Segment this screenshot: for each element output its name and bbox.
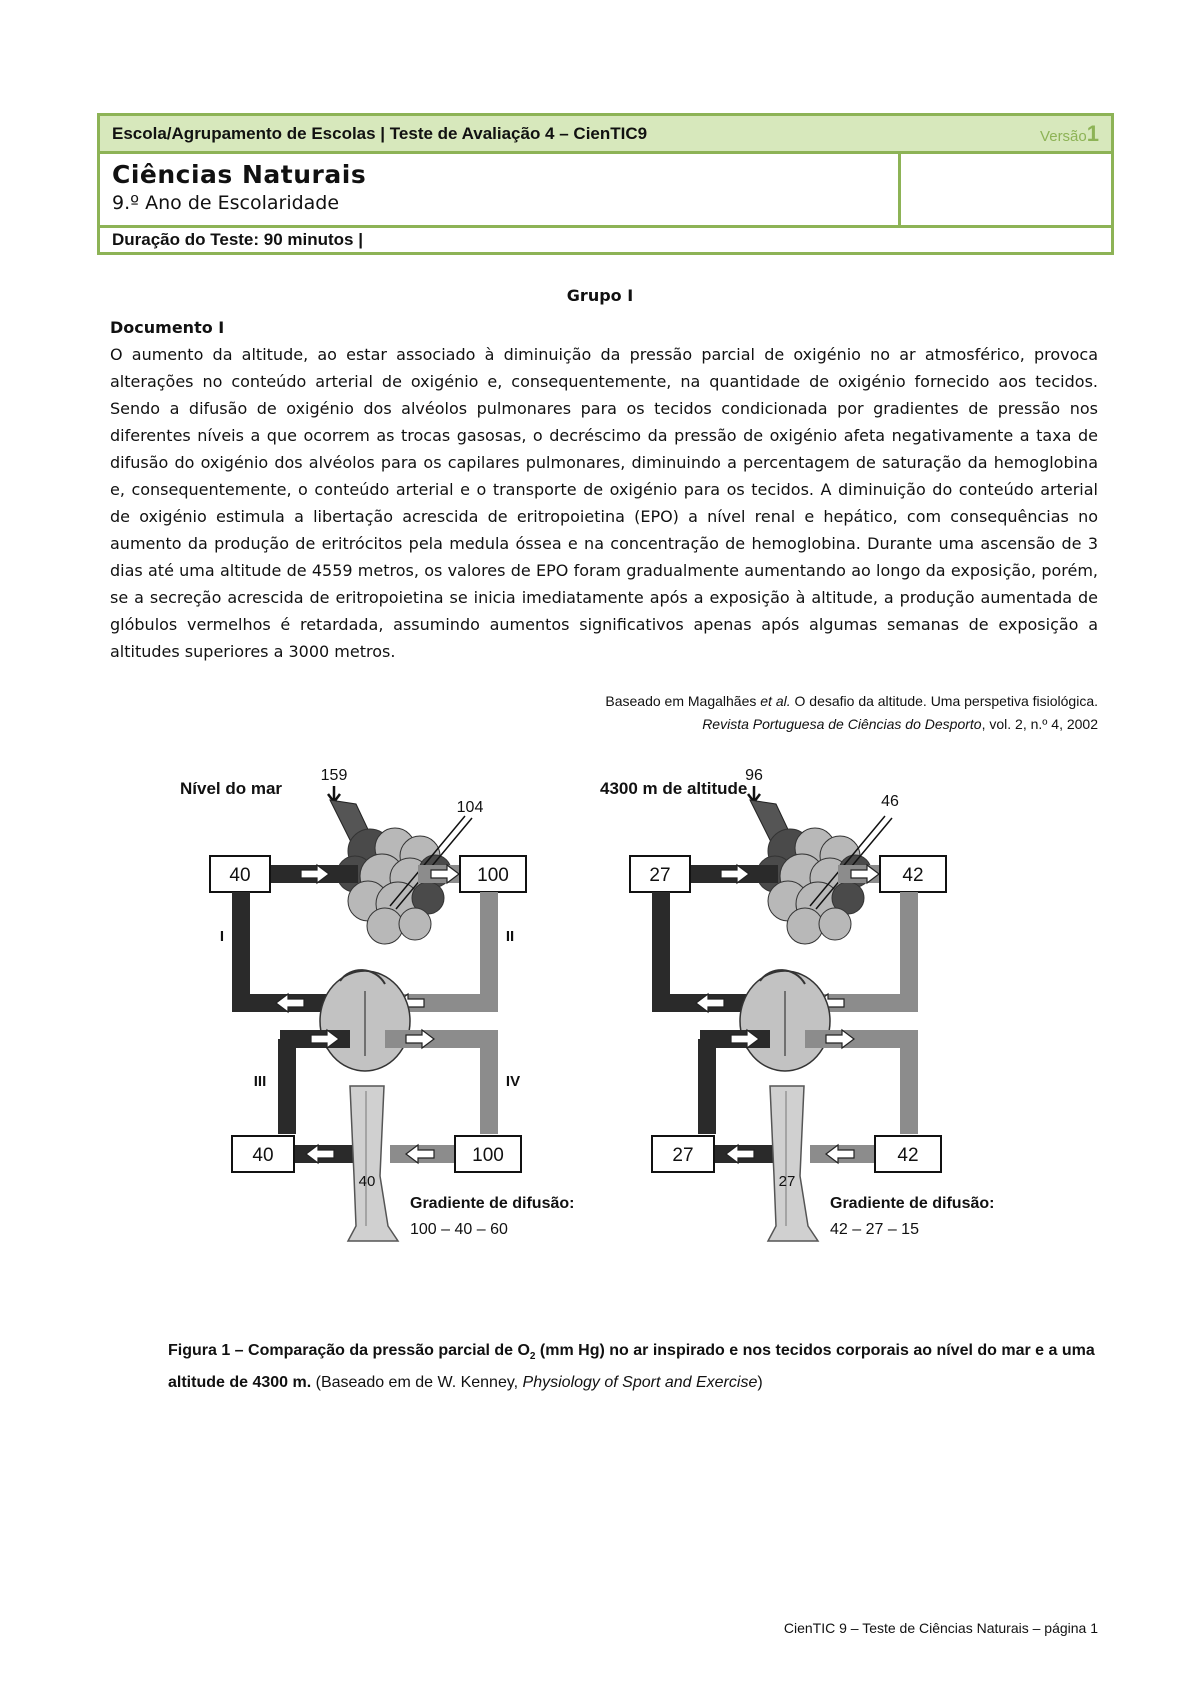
grade-level: 9.º Ano de Escolaridade bbox=[112, 192, 340, 214]
gradient-value: 100 – 40 – 60 bbox=[410, 1221, 508, 1238]
duration-line: Duração do Teste: 90 minutos | bbox=[112, 230, 363, 249]
leg-tissue bbox=[348, 1086, 398, 1241]
header-subject-row bbox=[100, 154, 1111, 228]
alveolar-po2: 104 bbox=[456, 799, 484, 816]
tissue-po2: 40 bbox=[358, 1173, 376, 1190]
label-II: II bbox=[505, 928, 515, 945]
label-III: III bbox=[253, 1073, 267, 1090]
label-IV: IV bbox=[505, 1073, 521, 1090]
lung-venous-value: 27 bbox=[649, 865, 671, 886]
tissue-venous-value: 40 bbox=[252, 1145, 274, 1166]
tissue-venous-value: 27 bbox=[672, 1145, 694, 1166]
version-label: Versão1 bbox=[1040, 120, 1099, 146]
page-footer: CienTIC 9 – Teste de Ciências Naturais – página 1 bbox=[783, 1620, 1098, 1636]
tissue-arterial-value: 100 bbox=[472, 1145, 504, 1166]
inspired-po2: 159 bbox=[320, 767, 348, 784]
panel-title: Nível do mar bbox=[180, 779, 283, 798]
lung-venous-value: 40 bbox=[229, 865, 251, 886]
vena-cava-lower-vessel bbox=[698, 1039, 716, 1134]
subject-title: Ciências Naturais bbox=[112, 160, 367, 189]
tissue-arterial-value: 42 bbox=[897, 1145, 919, 1166]
inspired-po2: 96 bbox=[745, 767, 763, 784]
document-title: Documento I bbox=[110, 318, 225, 337]
leg-tissue bbox=[768, 1086, 818, 1241]
school-line: Escola/Agrupamento de Escolas | Teste de Avaliação 4 – CienTIC9 bbox=[112, 123, 648, 143]
gradient-title: Gradiente de difusão: bbox=[410, 1195, 575, 1212]
header-empty-cell bbox=[898, 154, 1111, 225]
document-body: O aumento da altitude, ao estar associado à diminuição da pressão parcial de oxigénio no ar atmosférico, provoca alterações no conteúdo arterial de oxigénio e, consequentemente, na quantidade de oxigénio fornecido aos tecidos. Sendo a difusão de oxigénio dos alvéolos pulmonares para os tecidos condicionada por gradientes de pressão nos diferentes níveis a que ocorrem as trocas gasosas, o decréscimo da pressão de oxigénio afeta negativamente a taxa de difusão do oxigénio dos alvéolos para os capilares pulmonares, diminuindo a percentagem de saturação da hemoglobina e, consequentemente, o conteúdo arterial e o transporte de oxigénio para os tecidos. A diminuição do conteúdo arterial de oxigénio estimula a libertação acrescida de eritropoietina (EPO) a nível renal e hepático, com consequências no aumento da produção de eritrócitos pela medula óssea e na concentração de hemoglobina. Durante uma ascensão de 3 dias até uma altitude de 4559 metros, os valores de EPO foram gradualmente aumentando ao longo da exposição, porém, se a secreção acrescida de eritropoietina se inicia imediatamente após a exposição à altitude, a produção aumentada de glóbulos vermelhos é retardada, assumindo aumentos significativos apenas após algumas semanas de exposição a altitudes superiores a 3000 metros. bbox=[110, 345, 1098, 661]
panel-sea-level bbox=[180, 767, 574, 1241]
panel-title: 4300 m de altitude bbox=[600, 779, 748, 798]
panel-altitude bbox=[600, 767, 994, 1241]
version-number: 1 bbox=[1086, 120, 1099, 146]
source-citation: Baseado em Magalhães et al. O desafio da altitude. Uma perspetiva fisiológica. Revista Portuguesa de Ciências do Desporto, vol. 2, n.º 4, 2002 bbox=[605, 693, 1098, 732]
lung-arterial-value: 100 bbox=[477, 865, 509, 886]
alveolus-cluster bbox=[787, 908, 823, 944]
gradient-title: Gradiente de difusão: bbox=[830, 1195, 995, 1212]
tissue-po2: 27 bbox=[778, 1173, 796, 1190]
document-i bbox=[110, 314, 1098, 665]
systemic-artery-vessel bbox=[480, 1039, 498, 1134]
figure-1-diagram bbox=[170, 756, 1100, 1316]
label-I: I bbox=[219, 928, 225, 945]
alveolar-po2: 46 bbox=[881, 793, 899, 810]
header-top-row bbox=[100, 116, 1111, 154]
header-table bbox=[97, 113, 1114, 255]
lung-arterial-value: 42 bbox=[902, 865, 924, 886]
alveolus-cluster bbox=[367, 908, 403, 944]
figure-caption: Figura 1 – Comparação da pressão parcial de $O_2$ (mm Hg) no ar inspirado e nos tecidos corporais ao nível do mar e a uma altitude de 4300 m. (Baseado em de W. Kenney, Physiology of Sport and Exercise) bbox=[168, 1342, 1095, 1392]
alveolus-cluster bbox=[819, 908, 851, 940]
gradient-value: 42 – 27 – 15 bbox=[830, 1221, 919, 1238]
vena-cava-lower-vessel bbox=[278, 1039, 296, 1134]
group-title: Grupo I bbox=[566, 286, 634, 305]
alveolus-cluster bbox=[399, 908, 431, 940]
systemic-artery-vessel bbox=[900, 1039, 918, 1134]
